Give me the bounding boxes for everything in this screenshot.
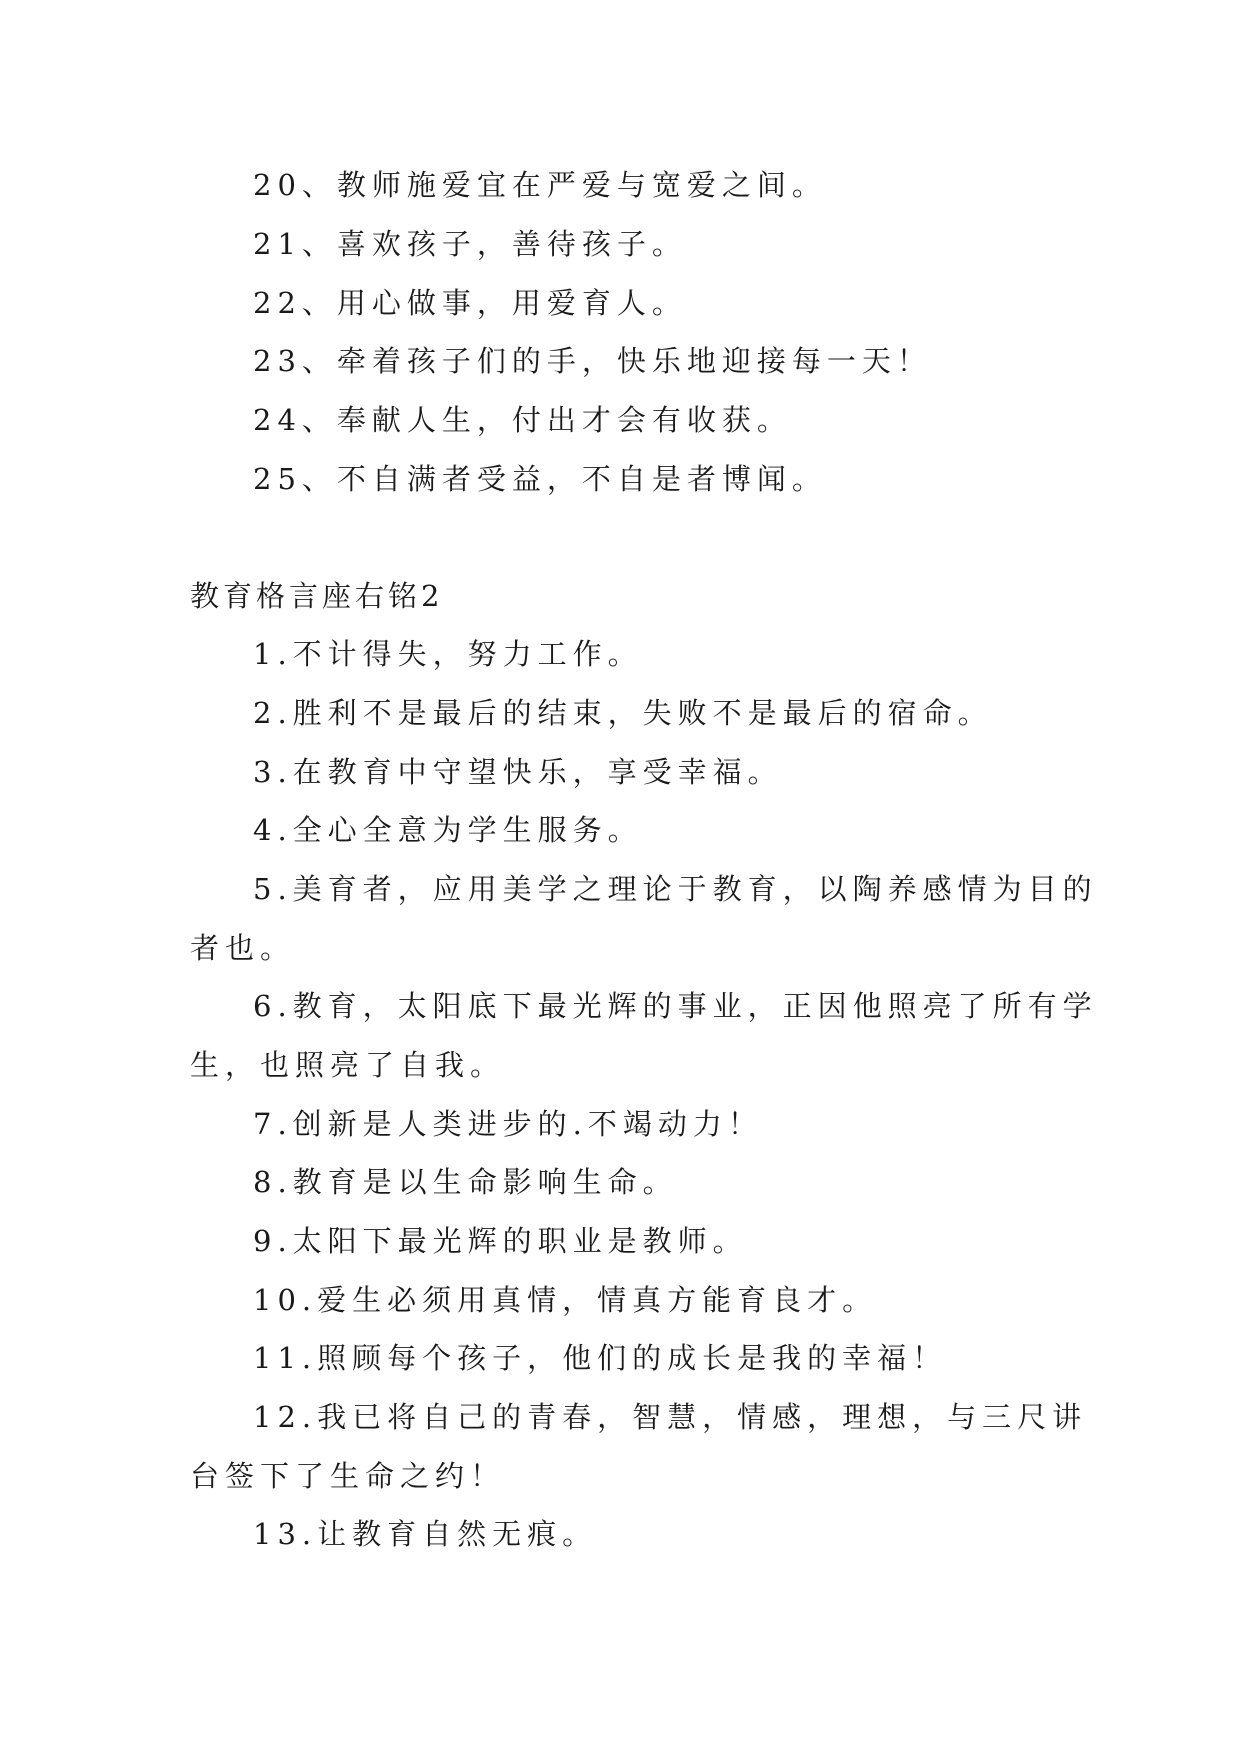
motto-5-line-1: 5.美育者，应用美学之理论于教育，以陶养感情为目的 [253,872,1098,906]
motto-7: 7.创新是人类进步的.不竭动力！ [253,1107,763,1141]
motto-12-line-1: 12.我已将自己的青春，智慧，情感，理想，与三尺讲 [253,1400,1088,1434]
quote-23: 23、牵着孩子们的手，快乐地迎接每一天！ [253,344,932,378]
section-title: 教育格言座右铭2 [190,579,444,613]
quote-22: 22、用心做事，用爱育人。 [253,286,687,320]
motto-4: 4.全心全意为学生服务。 [253,813,643,847]
motto-11: 11.照顾每个孩子，他们的成长是我的幸福！ [253,1341,948,1375]
quote-25: 25、不自满者受益，不自是者博闻。 [253,462,827,496]
motto-6-line-2: 生，也照亮了自我。 [190,1048,506,1082]
motto-6-line-1: 6.教育，太阳底下最光辉的事业，正因他照亮了所有学 [253,989,1098,1023]
motto-10: 10.爱生必须用真情，情真方能育良才。 [253,1283,878,1317]
motto-8: 8.教育是以生命影响生命。 [253,1165,678,1199]
motto-5-line-2: 者也。 [190,931,296,965]
motto-9: 9.太阳下最光辉的职业是教师。 [253,1224,748,1258]
motto-2: 2.胜利不是最后的结束，失败不是最后的宿命。 [253,696,993,730]
quote-21: 21、喜欢孩子，善待孩子。 [253,227,687,261]
quote-24: 24、奉献人生，付出才会有收获。 [253,403,792,437]
quote-20: 20、教师施爱宜在严爱与宽爱之间。 [253,168,827,202]
motto-12-line-2: 台签下了生命之约！ [190,1459,506,1493]
motto-1: 1.不计得失，努力工作。 [253,637,643,671]
motto-13: 13.让教育自然无痕。 [253,1517,598,1551]
motto-3: 3.在教育中守望快乐，享受幸福。 [253,755,783,789]
